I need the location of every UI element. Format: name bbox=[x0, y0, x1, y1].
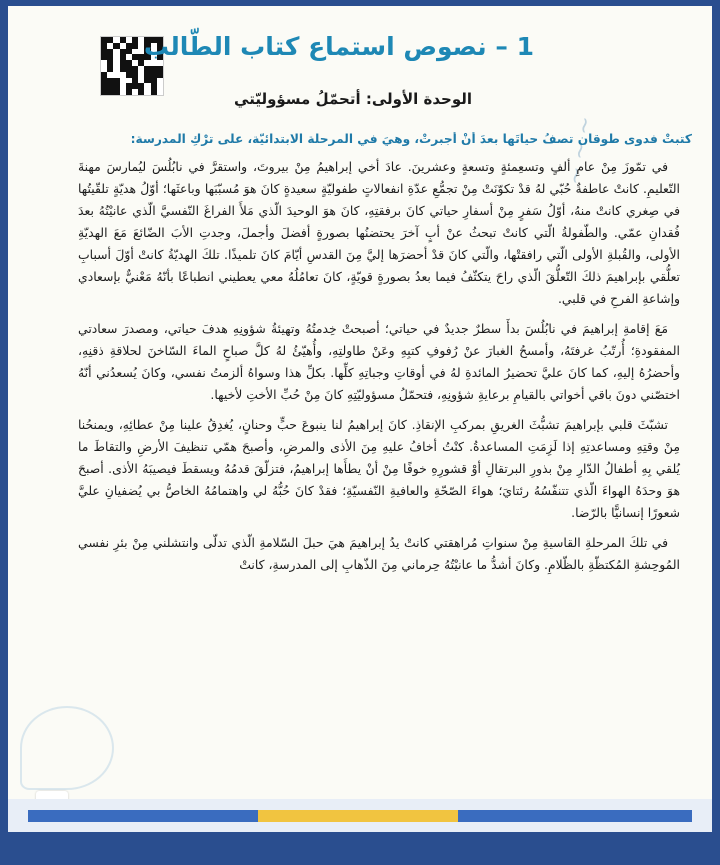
body-text bbox=[78, 156, 680, 584]
decorative-swirl bbox=[20, 706, 114, 790]
unit-subtitle: الوحدة الأولى: أتحمّلُ مسؤوليّتي bbox=[234, 90, 472, 108]
footer-yellow-band bbox=[258, 810, 458, 822]
paragraph: مَعَ إقامةِ إبراهيمَ في نابُلُسَ بدأَ سطرٌ جديدٌ في حياتي؛ أصبحتْ خِدمتُهُ وتهيئةُ شؤونِهِ هدفَ حياتي، ومصدرَ سعادتي المفقودةِ؛ أُرتّبُ غرفتَهُ، وأمسحُ الغبارَ عنْ رُفوفِ كتبِهِ وعَنْ طاولتِهِ، وأُهيّئُ لهُ كلَّ صباحٍ الماءَ السّاخنَ لحلاقةِ ذقنِهِ، وأحضرُهُ إليهِ، كما كانَ عليَّ تحضيرُ المائدةِ لهُ في أوقاتِ وجباتِهِ كلِّها. بكلِّ هذا وسواهُ ألزمتُ نفسي، وكانَ يُسعدُني أنّهُ اختصّني دونَ باقي أخواتي بالقيامِ برعايةِ شؤونِهِ، فتحمّلُ مسؤوليّتِهِ كانَ مِنْ حُبِّ الأختِ لأخيها. bbox=[78, 321, 680, 402]
footer-band bbox=[8, 799, 712, 832]
document-page bbox=[8, 6, 712, 832]
decorative-calligraphy: ~ ~ ~ bbox=[562, 114, 599, 187]
paragraph: تشبّثَ قلبي بإبراهيمَ تشبُّثَ الغريقِ بمركبِ الإنقاذِ. كانَ إبراهيمُ لنا ينبوعَ حبٍّ وحنانٍ، يُغدِقُ علينا مِنْ عطائِهِ، ويمنحُنا مِنْ وقتِهِ ومساعدتِهِ إذا لَزِمَتِ المساعدةُ. كنْتُ أخافُ عليهِ مِنَ الأذى والمرضِ، وأصبحَ همّي تنظيفَ الأرضِ والتقاطَ ما يُلقي بِهِ أطفالُ الدّارِ مِنْ بذورِ البرتقالِ أوْ قشورِهِ خوفًا مِنْ أنْ يطأَها إبراهيمُ، فتزلّقَ قدمُهُ ويسقطَ فيصيبَهُ الأذى. أصبحَ هوَ وحدَهُ الهواءَ الّذي تتنفّسُهُ رئتايَ؛ هواءَ الصّحّةِ والعافيةِ النّفسيّةِ؛ فقدْ كانَ حُبُّهُ لي واهتمامُهُ الخاصُّ بي يُضفيانِ عليَّ شعورًا إنسانيًّا بالرّضا. bbox=[78, 417, 680, 520]
intro-line: كتبتْ فدوى طوقان تصفُ حياتَها بعدَ أنْ أُجبرتْ، وهيَ في المرحلة الابتدائيّة، على ترْكِ المدرسة: bbox=[130, 132, 692, 146]
paragraph: في تمّوزَ مِنْ عامِ ألفٍ وتسعِمئةٍ وتسعةٍ وعشرينَ. عادَ أخي إبراهيمُ مِنْ بيروتَ، واستقرَّ في نابُلُسَ ليُمارسَ مهنةَ التّعليمِ. كانتْ عاطفةٌ حُبّي لهُ قدْ تكوّنَتْ مِنْ تجمُّعِ عدّةِ انفعالاتٍ طفوليّةٍ سعيدةٍ كانَ هوَ مُسبّبَها وباعثَها؛ أوّلُ هديّةٍ تلقّيتُها في صِغري كانتْ منهُ، أوّلُ سَفرٍ مِنْ أسفارِ حياتي كانَ برفقتِهِ، كانَ هوَ الوحيدَ الّذي مَلأَ الفراغَ النّفسيَّ الّذي عانيْتُهُ بعدَ فُقدانِ عمّي. والطّفولةُ الّتي كانتْ تبحثُ عنْ أبٍ آخرَ يحتضنُها بصورةٍ أفضلَ وأجملَ، وجدتِ الأبَ الضّائعَ مَعَ الهديّةِ الأولى، والقُبلةِ الأولى الّتي رافقتْها، والّتي كانَ قدْ أحضرَها إليَّ مِنَ القدسِ أيّامَ كانَ تلميذًا. تلكَ الهديّةُ كانتْ أوّلَ أسبابِ تعلُّقي بإبراهيمَ ذلكَ التّعلُّقَ الّذي راحَ يتكثّفُ فيما بعدُ بصورةٍ قويّةٍ، كانَ تعامُلُهُ معي يعطيني انطباعًا بأنّهُ مَعْنيٌّ بإسعادي وإشاعةِ الفرحِ في قلبي. bbox=[78, 159, 680, 306]
paragraph: في تلكَ المرحلةِ القاسيةِ مِنْ سنواتِ مُراهقتي كانتْ يدُ إبراهيمَ هيَ حبلَ السّلامةِ الّذي تدلّى وانتشلني مِنْ بئرِ نفسي المُوحِشةِ المُكتظّةِ بالظّلامِ. وكانَ أشدُّ ما عانيْتُهُ حِرماني مِنَ الذّهابِ إلى المدرسةِ، كانتْ bbox=[78, 535, 680, 572]
page-title: 1 – نصوص استماع كتاب الطّالب bbox=[143, 32, 534, 61]
